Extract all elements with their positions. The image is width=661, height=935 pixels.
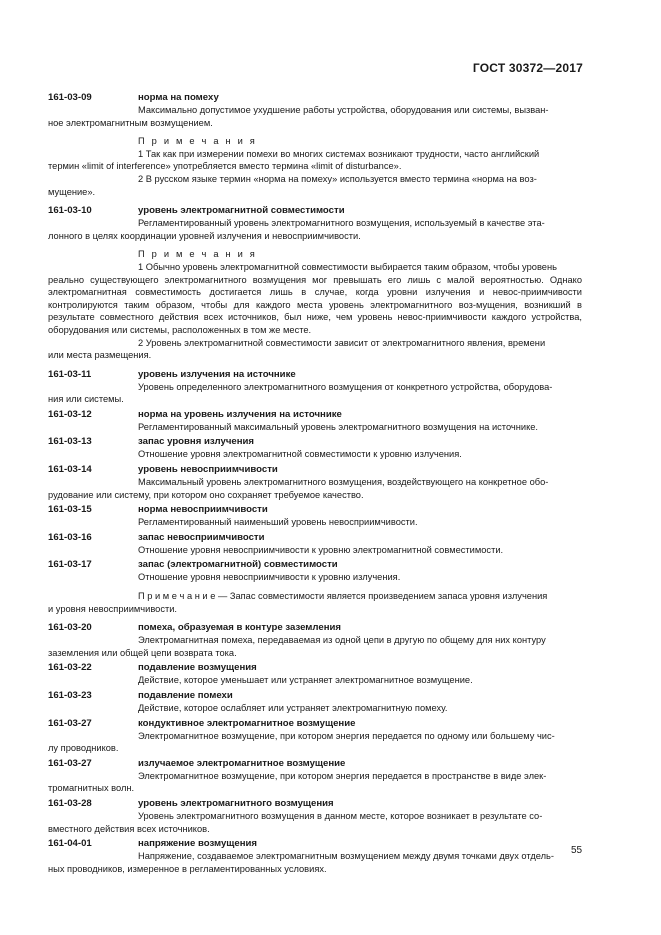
entry-definition-continued: ных проводников, измеренное в регламентированных условиях. [48, 863, 327, 874]
entry-definition-continued: тромагнитных волн. [48, 783, 135, 794]
note-text: 1 Обычно уровень электромагнитной совместимости выбирается таким образом, чтобы уровень [138, 261, 557, 272]
glossary-entry [48, 837, 582, 875]
entry-code: 161-03-12 [48, 408, 92, 420]
entry-code: 161-03-20 [48, 622, 92, 634]
glossary-list [48, 91, 582, 877]
entry-term: подавление возмущения [138, 662, 257, 674]
entry-definition: Регламентированный максимальный уровень электромагнитного возмущения на источнике. [138, 421, 539, 432]
entry-definition: Максимальный уровень электромагнитного возмущения, воздействующего на конкретное обо- [138, 477, 549, 488]
note-text-continued: или места размещения. [48, 350, 152, 361]
entry-term: напряжение возмущения [138, 838, 258, 850]
entry-code: 161-03-16 [48, 531, 92, 543]
entry-code: 161-03-23 [48, 690, 92, 701]
glossary-entry [48, 689, 582, 715]
entry-definition: Напряжение, создаваемое электромагнитным возмущением между двумя точками двух отдель- [138, 851, 554, 862]
glossary-entry [48, 408, 582, 434]
glossary-entry [48, 368, 582, 406]
entry-code: 161-03-10 [48, 205, 92, 217]
page-number: 55 [571, 845, 583, 856]
entry-term: запас невосприимчивости [138, 531, 265, 543]
note-text: 2 Уровень электромагнитной совместимости зависит от электромагнитного явления, времени [138, 337, 546, 348]
entry-code: 161-03-11 [48, 368, 92, 380]
note-text: 2 В русском языке термин «норма на помеху» используется вместо термина «норма на воз- [138, 173, 537, 184]
glossary-entry [48, 797, 582, 835]
entry-term: помеха, образуемая в контуре заземления [138, 622, 341, 634]
entry-code: 161-03-13 [48, 436, 92, 448]
entry-term: подавление помехи [138, 690, 233, 701]
entry-definition-continued: ное электромагнитным возмущением. [48, 117, 213, 128]
entry-term: запас уровня излучения [138, 436, 255, 448]
glossary-entry [48, 661, 582, 687]
entry-term: кондуктивное электромагнитное возмущение [138, 717, 356, 729]
entry-definition-continued: лонного в целях координации уровней излучения и невосприимчивости. [48, 230, 361, 241]
entry-definition: Действие, которое уменьшает или устраняет электромагнитное возмущение. [138, 675, 473, 686]
entry-definition: Электромагнитное возмущение, при котором энергия передается по одному или большему чис- [138, 730, 555, 741]
glossary-entry [48, 204, 582, 366]
glossary-entry [48, 621, 582, 659]
entry-definition-continued: рудование или систему, при котором оно сохраняет требуемое качество. [48, 489, 364, 500]
note-text-continued: реально существующего электромагнитного возмущения мог превышать его лишь с малой вероятностью. Однако электромагнитная совместимость достигается лишь в случае, когда уровни излучения и невос-приимчивости контролируются таким образом, чтобы для каждого места уровень электромагнитного воз-мущения, возникший в результате совместного действия всех источников, был ниже, чем уровень невос-приимчивости каждого устройства, оборудования или системы, расположенных в том же месте. [48, 274, 582, 335]
entry-code: 161-03-15 [48, 504, 92, 516]
note-text-continued: и уровня невосприимчивости. [48, 603, 178, 614]
glossary-entry [48, 463, 582, 501]
entry-code: 161-03-27 [48, 757, 92, 769]
note-text: П р и м е ч а н и е — Запас совместимости является произведением запаса уровня излучения [138, 591, 548, 602]
entry-term: уровень невосприимчивости [138, 464, 278, 476]
glossary-entry [48, 435, 582, 461]
entry-term: уровень электромагнитного возмущения [138, 797, 334, 809]
entry-term: уровень электромагнитной совместимости [138, 205, 345, 217]
entry-term: излучаемое электромагнитное возмущение [138, 757, 346, 769]
entry-code: 161-03-22 [48, 662, 92, 674]
entry-term: норма на помеху [138, 92, 219, 103]
entry-code: 161-03-09 [48, 92, 92, 103]
entry-code: 161-03-28 [48, 797, 92, 809]
entry-term: норма невосприимчивости [138, 504, 268, 516]
notes-title: П р и м е ч а н и я [138, 249, 258, 260]
glossary-entry [48, 717, 582, 755]
entry-term: запас (электромагнитной) совместимости [138, 559, 338, 571]
entry-definition: Отношение уровня невосприимчивости к уровню излучения. [138, 572, 401, 583]
note-text: 1 Так как при измерении помехи во многих системах возникают трудности, часто английский [138, 148, 540, 159]
entry-definition: Отношение уровня невосприимчивости к уровню электромагнитной совместимости. [138, 544, 504, 555]
entry-definition-continued: вместного действия всех источников. [48, 823, 210, 834]
entry-term: уровень излучения на источнике [138, 368, 296, 380]
entry-definition: Отношение уровня электромагнитной совместимости к уровню излучения. [138, 449, 462, 460]
entry-code: 161-03-27 [48, 717, 92, 729]
entry-code: 161-03-17 [48, 559, 92, 571]
document-header: ГОСТ 30372—2017 [472, 61, 583, 75]
glossary-entry [48, 91, 582, 202]
notes-title: П р и м е ч а н и я [138, 136, 258, 147]
glossary-entry [48, 757, 582, 795]
entry-term: норма на уровень излучения на источнике [138, 408, 342, 420]
entry-definition: Действие, которое ослабляет или устраняет электромагнитную помеху. [138, 703, 448, 713]
entry-code: 161-04-01 [48, 838, 92, 850]
entry-definition-continued: ния или системы. [48, 394, 124, 405]
note-text-continued: мущение». [48, 186, 96, 197]
entry-definition: Электромагнитная помеха, передаваемая из одной цепи в другую по общему для них контуру [138, 635, 546, 646]
note-text-continued: термин «limit of interference» употребляется вместо термина «limit of disturbance». [48, 161, 402, 172]
entry-definition: Регламентированный уровень электромагнитного возмущения, используемый в качестве эта- [138, 218, 545, 229]
entry-definition-continued: заземления или общей цепи возврата тока. [48, 647, 237, 658]
entry-definition: Уровень электромагнитного возмущения в данном месте, которое возникает в результате со- [138, 810, 543, 821]
entry-definition: Электромагнитное возмущение, при котором энергия передается в пространстве в виде элек- [138, 770, 547, 781]
entry-definition: Уровень определенного электромагнитного возмущения от конкретного устройства, оборудова- [138, 381, 553, 392]
glossary-entry [48, 558, 582, 619]
glossary-entry [48, 503, 582, 529]
entry-definition: Максимально допустимое ухудшение работы устройства, оборудования или системы, вызван- [138, 105, 549, 115]
glossary-entry [48, 531, 582, 557]
entry-definition: Регламентированный наименьший уровень невосприимчивости. [138, 517, 418, 528]
entry-code: 161-03-14 [48, 464, 92, 476]
entry-definition-continued: лу проводников. [48, 743, 119, 754]
